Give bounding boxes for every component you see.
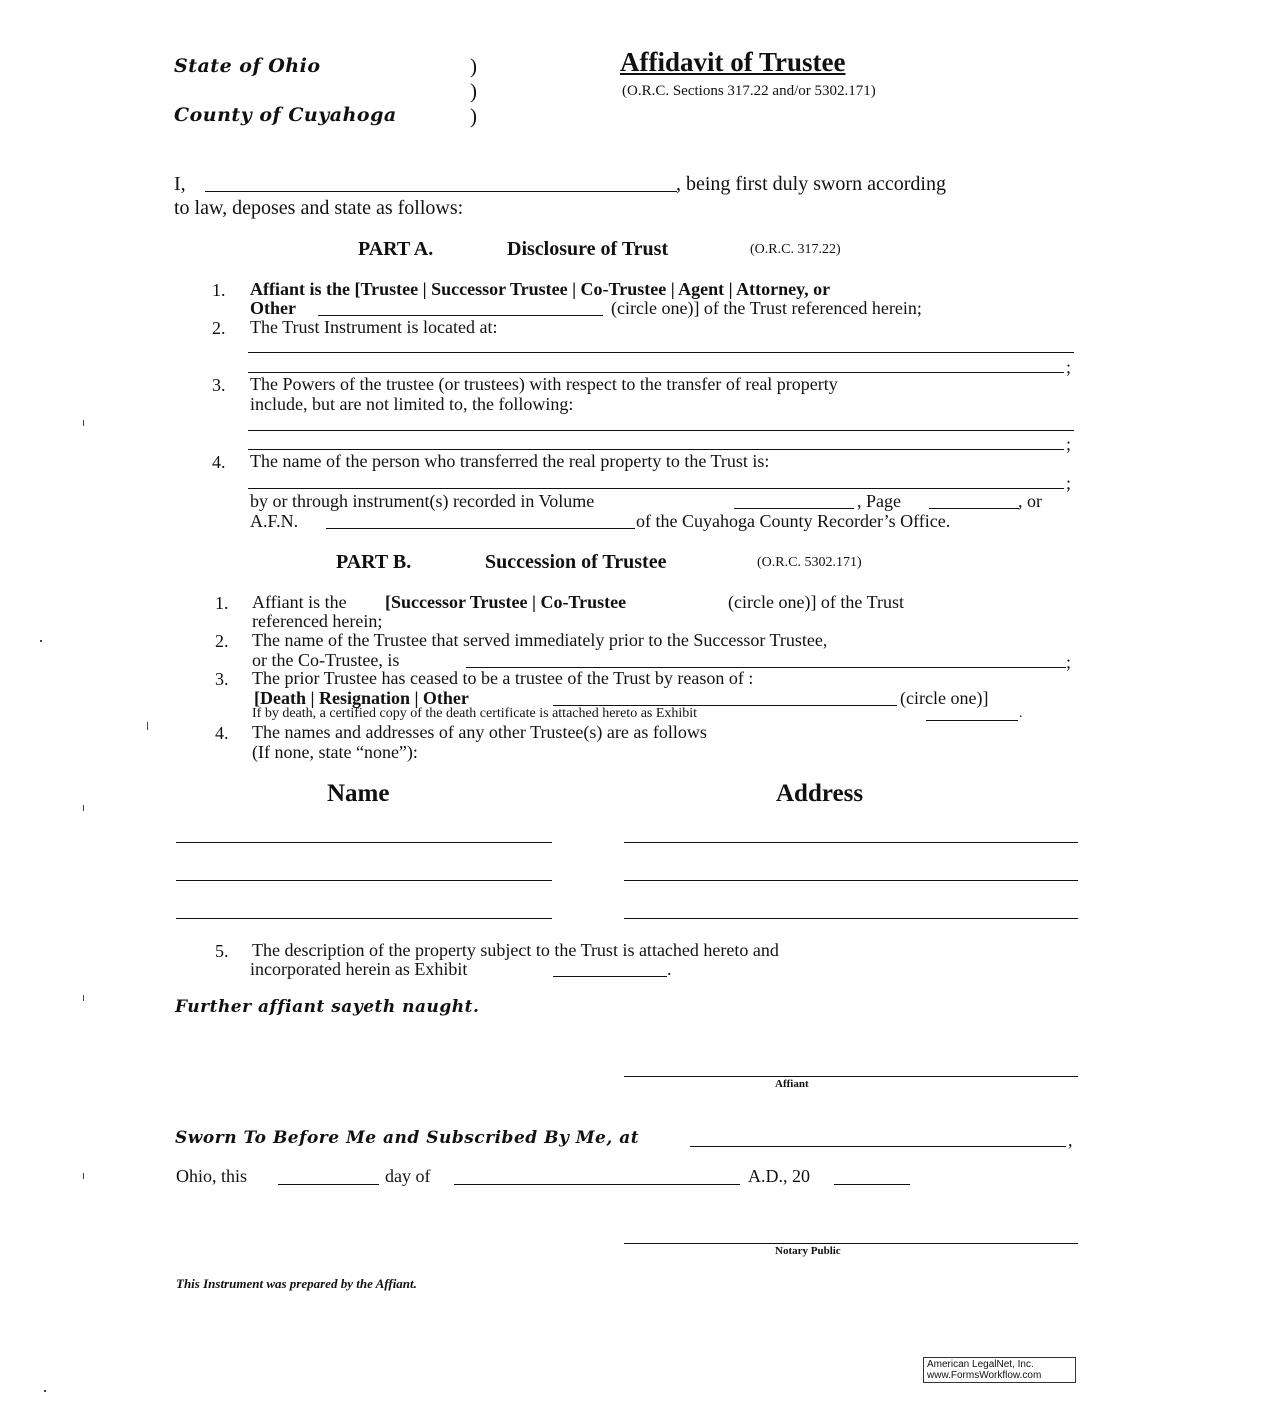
- a2-semicolon: ;: [1066, 357, 1072, 377]
- name-line-1[interactable]: [176, 842, 552, 843]
- footer-line2: www.FormsWorkflow.com: [927, 1370, 1042, 1381]
- name-line-2[interactable]: [176, 880, 552, 881]
- a3-num: 3.: [212, 375, 226, 395]
- item5-line2: incorporated herein as Exhibit: [250, 959, 468, 979]
- intro-line2: to law, deposes and state as follows:: [174, 197, 464, 219]
- day-line[interactable]: [278, 1184, 379, 1185]
- ad-label: A.D., 20: [748, 1166, 810, 1186]
- scan-speck: [40, 640, 42, 642]
- notary-signature-line[interactable]: [624, 1243, 1078, 1244]
- b2-num: 2.: [215, 631, 229, 651]
- a4-volume-line[interactable]: [734, 508, 854, 509]
- scan-speck: [83, 1173, 84, 1179]
- b3-num: 3.: [215, 669, 229, 689]
- item5-exhibit-line[interactable]: [553, 976, 667, 977]
- part-b-label: PART B.: [336, 551, 412, 573]
- b1-line2: referenced herein;: [252, 611, 383, 631]
- month-line[interactable]: [454, 1184, 740, 1185]
- footer-badge: [923, 1357, 1076, 1383]
- part-b-heading: Succession of Trustee: [485, 551, 667, 573]
- a3-line2: include, but are not limited to, the following:: [250, 394, 574, 414]
- state-label: State of Ohio: [174, 55, 321, 77]
- a1-line1: Affiant is the [Trustee | Successor Trustee | Co-Trustee | Agent | Attorney, or: [250, 279, 831, 299]
- a4-page: , Page: [857, 491, 901, 511]
- a3-line-a[interactable]: [248, 430, 1074, 431]
- a3-semicolon: ;: [1066, 434, 1072, 454]
- intro-sworn: , being first duly sworn according: [676, 173, 946, 195]
- a2-num: 2.: [212, 318, 226, 338]
- b3-exhibit-line[interactable]: [926, 720, 1018, 721]
- b1-line1c: (circle one)] of the Trust: [728, 592, 904, 612]
- item5-period: .: [667, 959, 672, 979]
- a4-num: 4.: [212, 452, 226, 472]
- b3-line1: The prior Trustee has ceased to be a trustee of the Trust by reason of :: [252, 668, 754, 688]
- sworn-before: Sworn To Before Me and Subscribed By Me, at: [175, 1128, 640, 1148]
- part-b-code: (O.R.C. 5302.171): [757, 555, 862, 570]
- sworn-comma: ,: [1068, 1130, 1073, 1150]
- a1-num: 1.: [212, 280, 226, 300]
- item5-num: 5.: [215, 941, 229, 961]
- b3-line3: If by death, a certified copy of the death certificate is attached hereto as Exhibit: [252, 706, 698, 721]
- part-a-code: (O.R.C. 317.22): [750, 242, 841, 257]
- scan-speck: [44, 1390, 46, 1392]
- address-line-3[interactable]: [624, 918, 1078, 919]
- part-a-heading: Disclosure of Trust: [507, 238, 669, 260]
- paren-3: ): [470, 104, 477, 128]
- scan-speck: [83, 420, 84, 426]
- affiant-label: Affiant: [775, 1078, 809, 1090]
- sworn-location-line[interactable]: [690, 1146, 1066, 1147]
- notary-label: Notary Public: [775, 1245, 841, 1257]
- a4-semicolon: ;: [1066, 473, 1072, 493]
- b3-line2a: [Death | Resignation | Other: [254, 688, 469, 708]
- a2-line-a[interactable]: [248, 352, 1074, 353]
- page-title: Affidavit of Trustee: [620, 47, 846, 77]
- affiant-name-line[interactable]: [205, 191, 677, 192]
- affiant-signature-line[interactable]: [624, 1076, 1078, 1077]
- a4-transferor-line[interactable]: [248, 488, 1064, 489]
- a4-line2a: by or through instrument(s) recorded in Volume: [250, 491, 595, 511]
- a4-afn: A.F.N.: [250, 511, 299, 531]
- a3-line1: The Powers of the trustee (or trustees) with respect to the transfer of real property: [250, 374, 838, 394]
- intro-i: I,: [174, 173, 186, 195]
- ohio-this: Ohio, this: [176, 1166, 248, 1186]
- a1-other: Other: [250, 298, 296, 318]
- b3-line2b: (circle one)]: [900, 688, 989, 708]
- part-a-label: PART A.: [358, 238, 434, 260]
- b1-line1b: [Successor Trustee | Co-Trustee: [385, 592, 627, 612]
- a3-line-b[interactable]: [248, 449, 1064, 450]
- a1-other-line[interactable]: [318, 315, 603, 316]
- a4-line1: The name of the person who transferred the real property to the Trust is:: [250, 451, 770, 471]
- b2-semicolon: ;: [1066, 652, 1072, 672]
- b4-line1: The names and addresses of any other Trustee(s) are as follows: [252, 722, 707, 742]
- further-affiant: Further affiant sayeth naught.: [175, 997, 480, 1017]
- b1-num: 1.: [215, 593, 229, 613]
- scan-speck: [83, 995, 84, 1001]
- item5-line1: The description of the property subject to the Trust is attached hereto and: [252, 940, 779, 960]
- b2-line2: or the Co-Trustee, is: [252, 650, 400, 670]
- a4-recorder: of the Cuyahoga County Recorder’s Office.: [636, 511, 951, 531]
- paren-2: ): [470, 79, 477, 103]
- address-line-1[interactable]: [624, 842, 1078, 843]
- footer-line1: American LegalNet, Inc.: [927, 1359, 1034, 1370]
- county-label: County of Cuyahoga: [174, 104, 397, 126]
- name-header: Name: [327, 780, 390, 807]
- scan-speck: [147, 722, 148, 730]
- page-subtitle: (O.R.C. Sections 317.22 and/or 5302.171): [622, 83, 876, 99]
- b1-line1a: Affiant is the: [252, 592, 347, 612]
- paren-1: ): [470, 54, 477, 78]
- a2-line-b[interactable]: [248, 372, 1064, 373]
- prepared-by: This Instrument was prepared by the Affiant.: [176, 1276, 417, 1291]
- a2-line1: The Trust Instrument is located at:: [250, 317, 498, 337]
- b4-line2: (If none, state “none”):: [252, 742, 418, 762]
- a4-or: , or: [1018, 491, 1042, 511]
- address-line-2[interactable]: [624, 880, 1078, 881]
- day-of: day of: [385, 1166, 431, 1186]
- year-line[interactable]: [834, 1184, 910, 1185]
- a1-line2: (circle one)] of the Trust referenced herein;: [611, 298, 922, 318]
- b4-num: 4.: [215, 723, 229, 743]
- b3-period: .: [1019, 706, 1023, 721]
- scan-speck: [83, 805, 84, 811]
- a4-page-line[interactable]: [929, 508, 1019, 509]
- a4-afn-line[interactable]: [326, 528, 635, 529]
- b2-line1: The name of the Trustee that served immediately prior to the Successor Trustee,: [252, 630, 828, 650]
- address-header: Address: [776, 780, 864, 807]
- name-line-3[interactable]: [176, 918, 552, 919]
